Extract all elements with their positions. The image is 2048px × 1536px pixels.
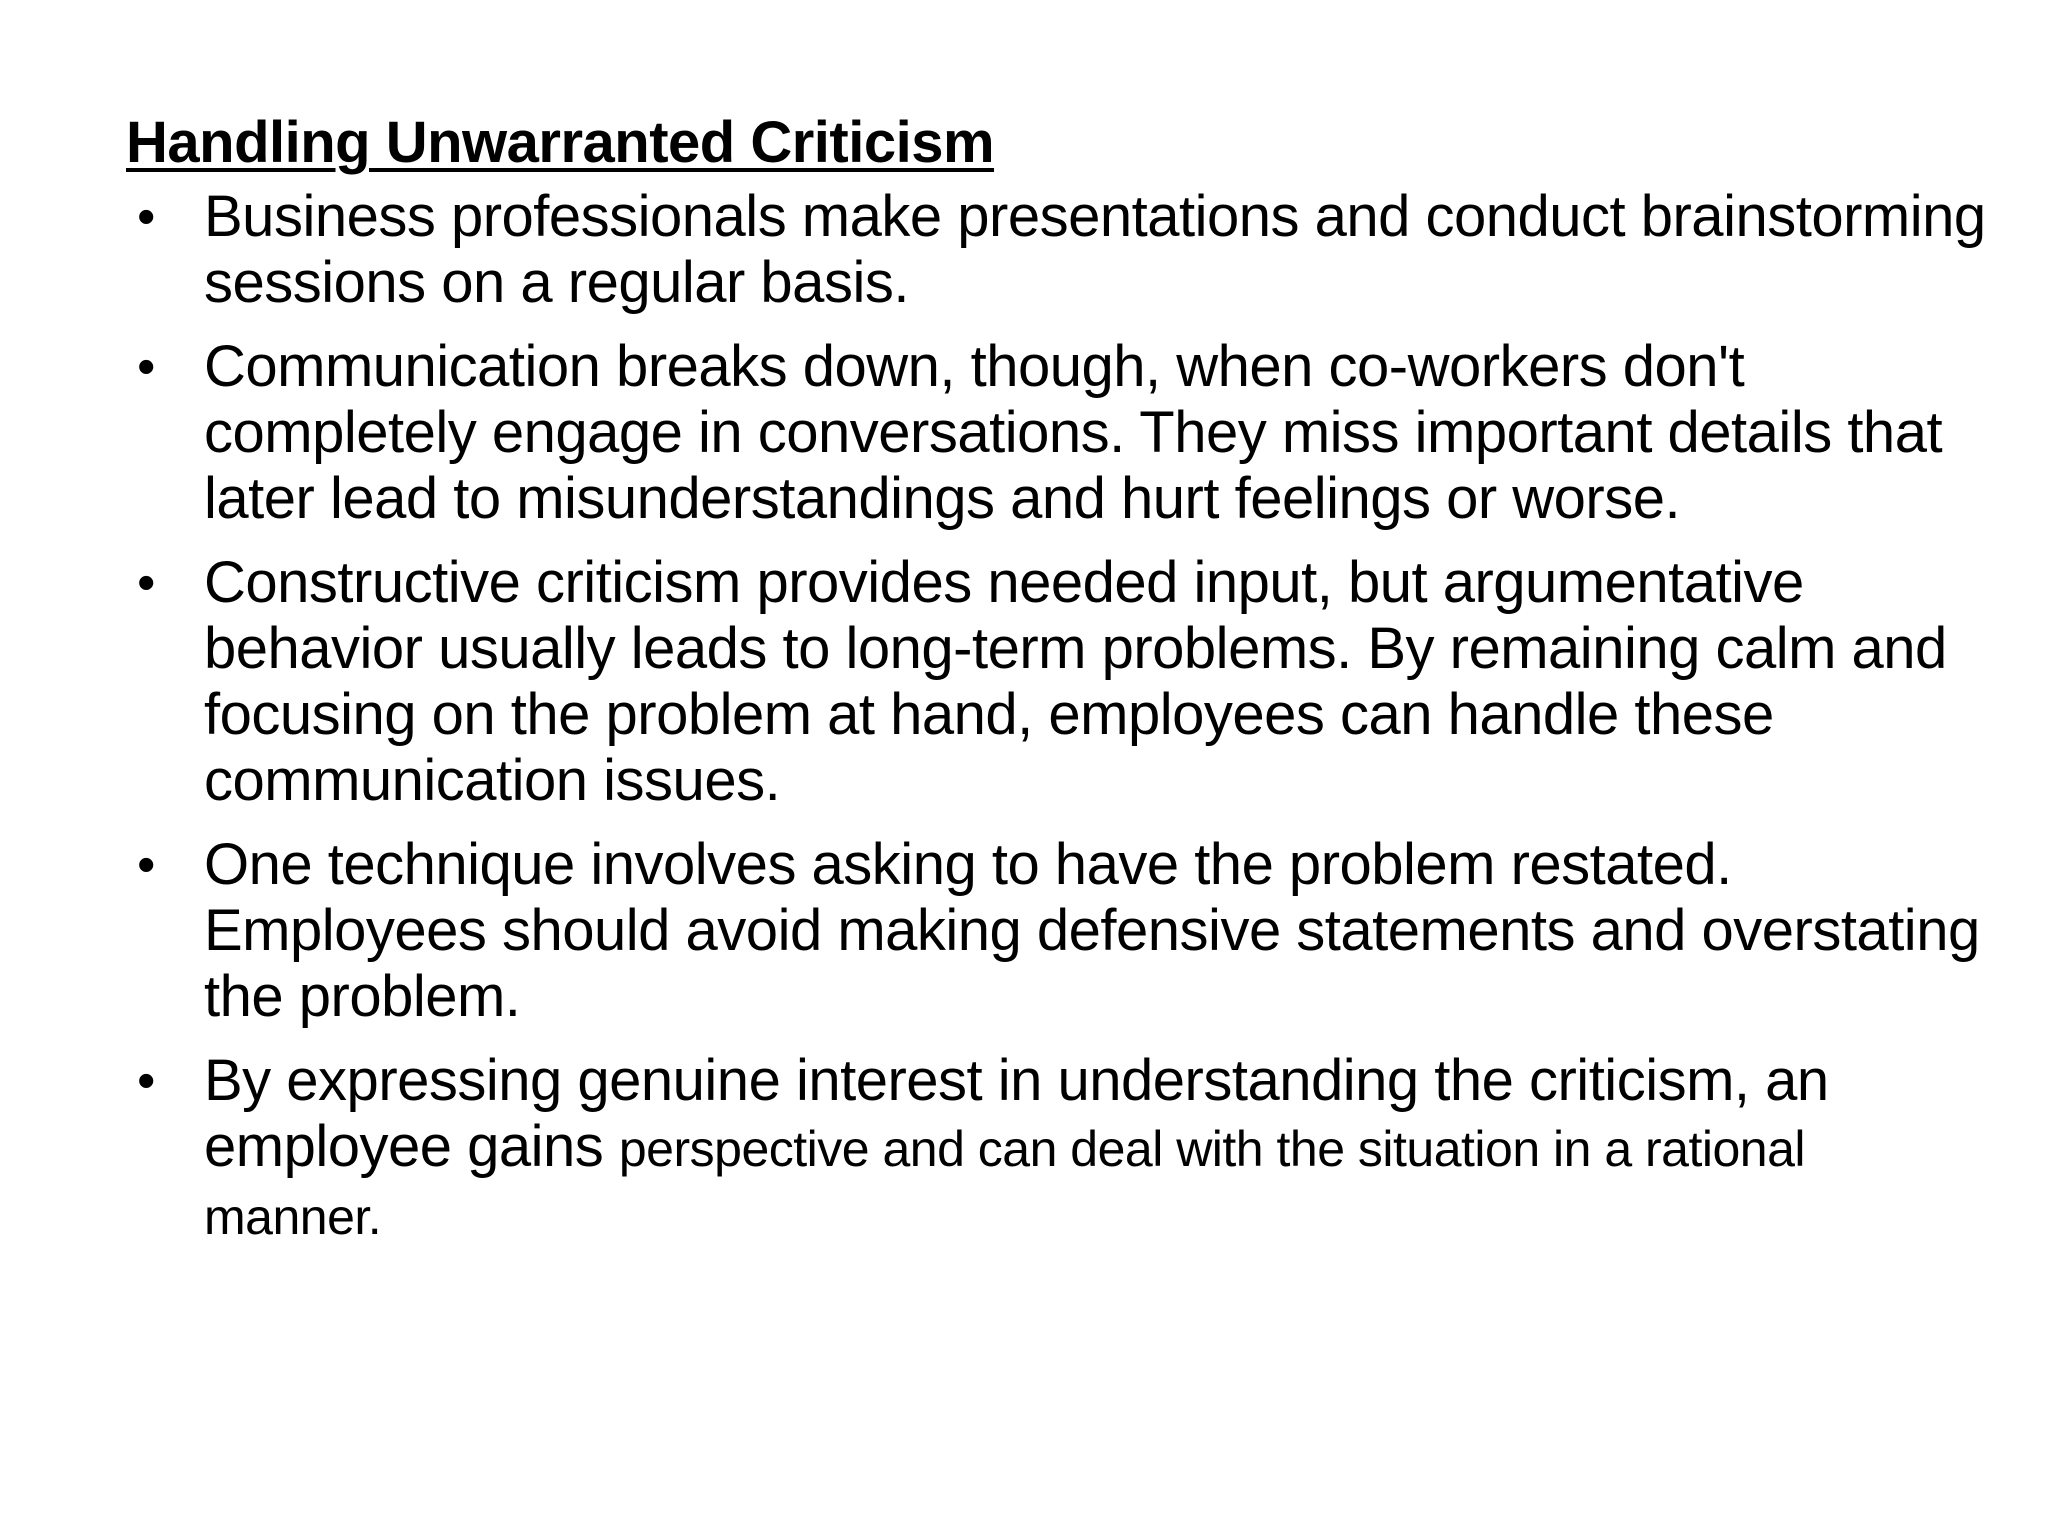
bullet-item <box>126 334 1986 532</box>
bullet-item <box>126 832 1986 1030</box>
slide-content <box>126 108 1986 1268</box>
bullet-dot: • <box>137 554 155 612</box>
bullet-text-part2: perspective and can deal with the situation in a rational manner. <box>204 1121 1806 1245</box>
bullet-item <box>126 1048 1986 1250</box>
bullet-text: Constructive criticism provides needed input, but argumentative behavior usually leads to long-term problems. By remaining calm and focusing on the problem at hand, employees can handle these communication issues. <box>204 550 1947 813</box>
bullet-dot: • <box>137 836 155 894</box>
bullet-text: Business professionals make presentations and conduct brainstorming sessions on a regular basis. <box>204 184 1986 315</box>
bullet-item <box>126 550 1986 814</box>
bullet-dot: • <box>137 1052 155 1110</box>
bullet-list <box>126 184 1986 1250</box>
bullet-text: Communication breaks down, though, when co-workers don't completely engage in conversations. They miss important details that later lead to misunderstandings and hurt feelings or worse. <box>204 334 1943 531</box>
bullet-item <box>126 184 1986 316</box>
slide-title: Handling Unwarranted Criticism <box>126 110 995 175</box>
bullet-text: One technique involves asking to have the problem restated. Employees should avoid making defensive statements and overstating the problem. <box>204 832 1980 1029</box>
bullet-text-part1: By expressing genuine interest in understanding the criticism, an employee gains <box>204 1048 1829 1179</box>
bullet-dot: • <box>137 188 155 246</box>
bullet-dot: • <box>137 338 155 396</box>
